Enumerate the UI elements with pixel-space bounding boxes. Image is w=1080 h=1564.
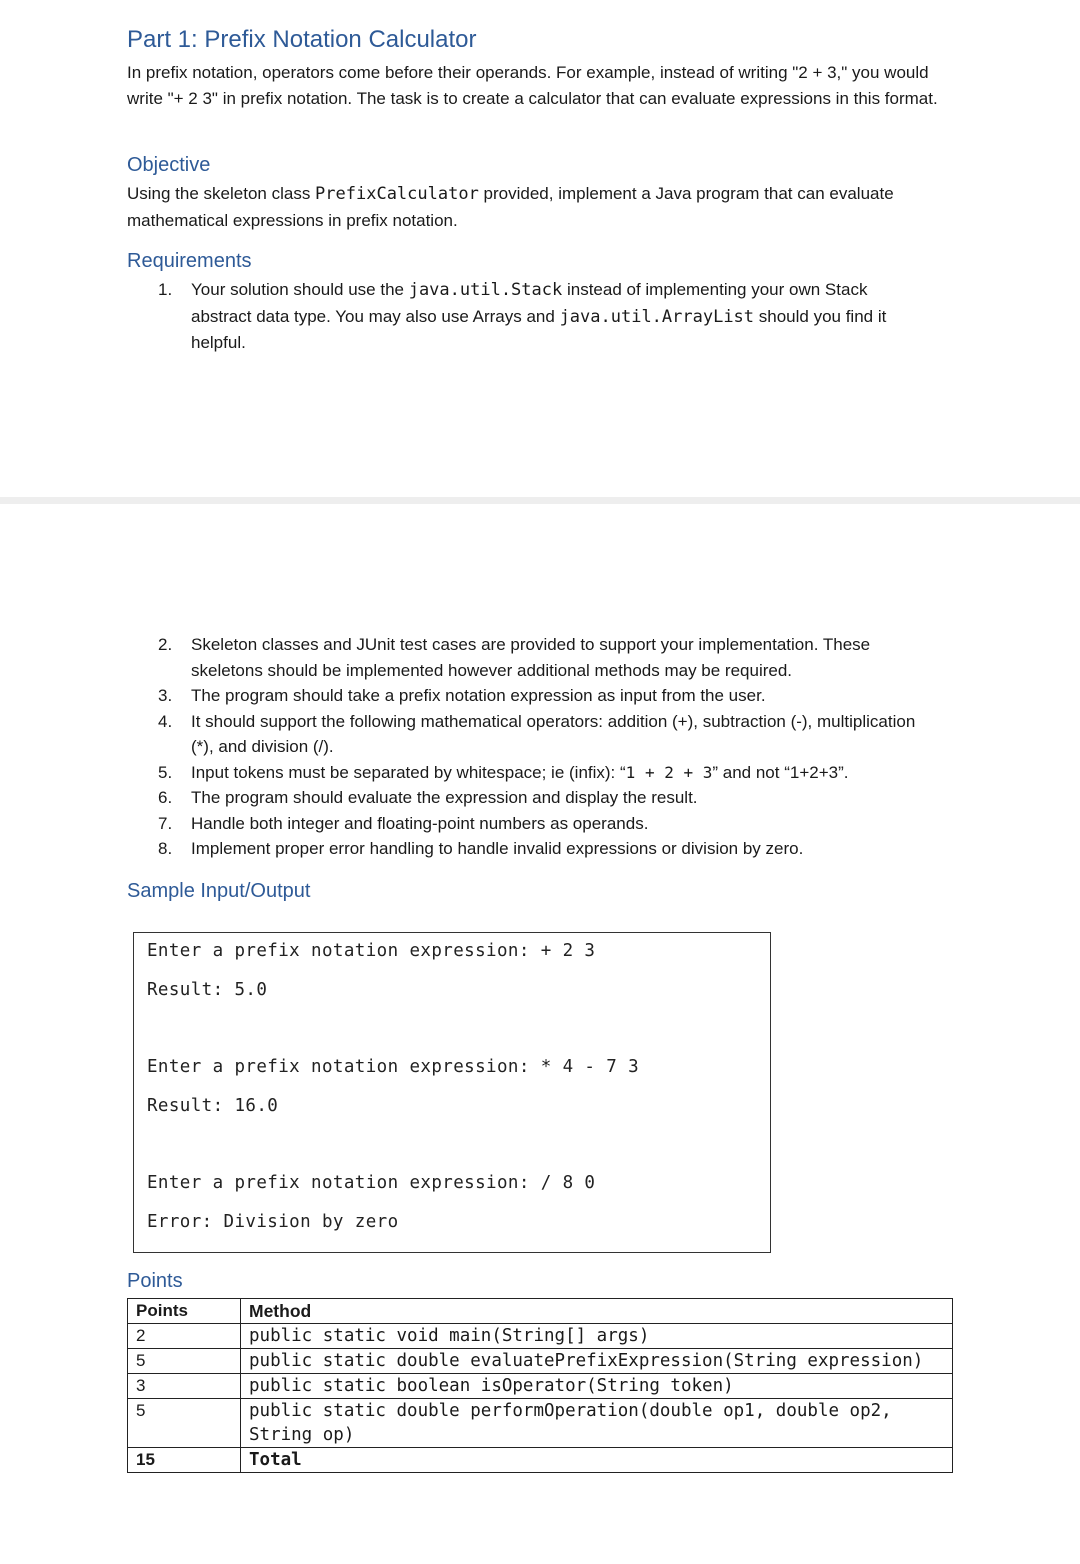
class-name-code: PrefixCalculator [315,184,479,204]
sample-heading: Sample Input/Output [127,880,311,902]
requirement-item: 4. It should support the following mathematical operators: addition (+), subtraction (-), multiplication (*), and division (/). [158,711,916,756]
objective-heading: Objective [127,154,211,176]
console-line: Enter a prefix notation expression: * 4 - 7 3 [147,1057,640,1077]
objective-paragraph: Using the skeleton class PrefixCalculator provided, implement a Java program that can evaluate mathematical expressions in prefix notation. [127,184,894,230]
sample-io-box [133,932,771,1253]
console-line: Error: Division by zero [147,1212,399,1232]
intro-paragraph: In prefix notation, operators come before their operands. For example, instead of writing "2 + 3," you would write "+ 2 3" in prefix notation. The task is to create a calculator that can evaluate expressions in this format. [127,63,938,108]
requirement-item: 1. Your solution should use the java.util.Stack instead of implementing your own Stack abstract data type. You may also use Arrays and java.util.ArrayList should you find it helpful. [158,280,887,352]
table-row: 5 public static double evaluatePrefixExpression(String expression) [128,1349,953,1374]
console-line: Enter a prefix notation expression: + 2 3 [147,941,596,961]
table-total-row: 15 Total [128,1448,953,1473]
requirement-item: 8. Implement proper error handling to handle invalid expressions or division by zero. [158,839,804,858]
points-table [127,1298,953,1473]
requirement-item: 2. Skeleton classes and JUnit test cases are provided to support your implementation. These skeletons should be implemented however additional methods may be required. [158,635,871,680]
requirements-list-1 [127,277,927,356]
requirements-list-2 [127,632,927,862]
console-line: Result: 5.0 [147,980,268,1000]
requirement-item: 5. Input tokens must be separated by whitespace; ie (infix): “1 + 2 + 3” and not “1+2+3”. [158,762,849,782]
requirement-item: 6. The program should evaluate the expression and display the result. [158,788,698,807]
table-row: 3 public static boolean isOperator(String token) [128,1374,953,1399]
points-column-header: Points [128,1299,241,1324]
requirement-item: 7. Handle both integer and floating-point numbers as operands. [158,813,649,833]
table-header-row [128,1299,953,1324]
console-line: Enter a prefix notation expression: / 8 0 [147,1173,596,1193]
page-1 [0,0,1080,496]
requirement-item: 3. The program should take a prefix notation expression as input from the user. [158,686,766,705]
table-row: 5 public static double performOperation(double op1, double op2, String op) [128,1399,953,1448]
table-row: 2 public static void main(String[] args) [128,1324,953,1349]
method-column-header: Method [241,1299,953,1324]
page-title: Part 1: Prefix Notation Calculator [127,26,477,53]
console-line: Result: 16.0 [147,1096,279,1116]
requirements-heading: Requirements [127,250,252,272]
page-break [0,497,1080,504]
points-heading: Points [127,1270,183,1292]
